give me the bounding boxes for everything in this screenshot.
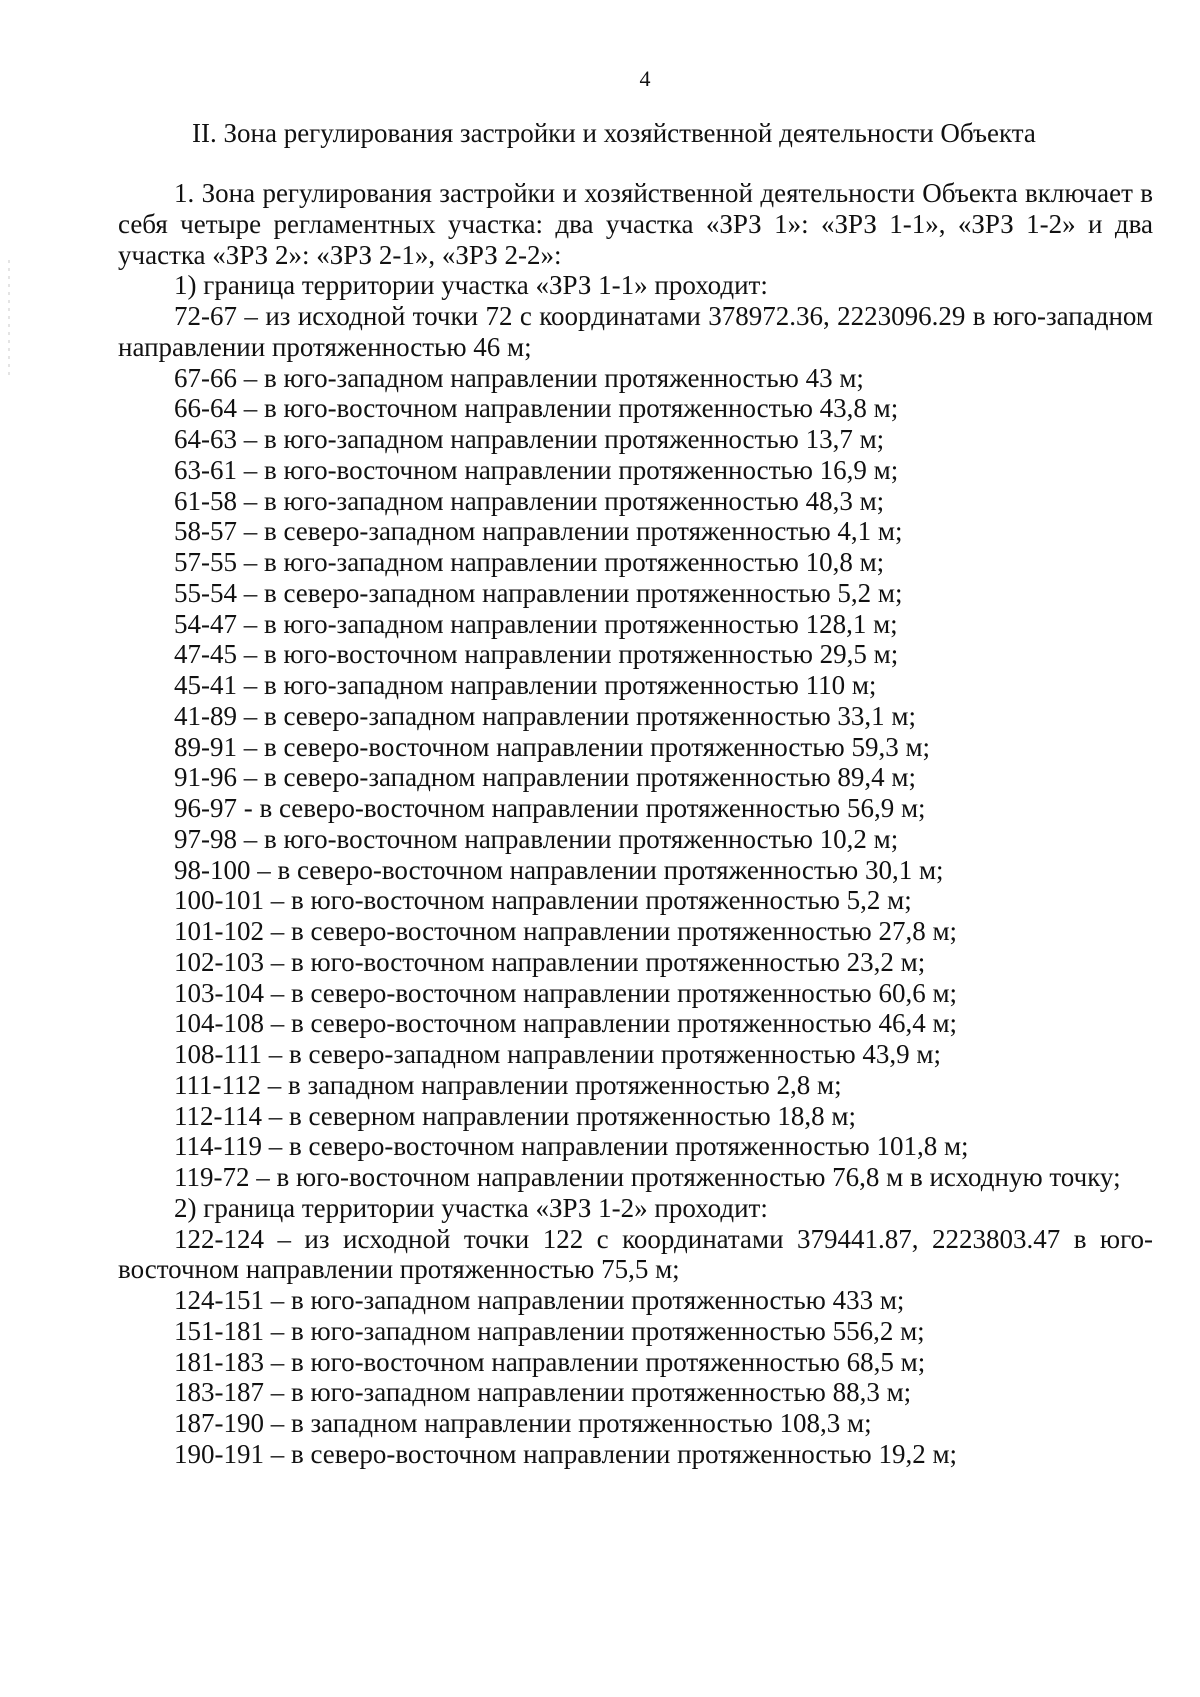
section1-title: 1) граница территории участка «ЗРЗ 1-1» проходит: xyxy=(174,270,768,301)
section1-segment-line: 55-54 – в северо-западном направлении протяженностью 5,2 м; xyxy=(174,577,903,608)
section1-segment-line: 47-45 – в юго-восточном направлении протяженностью 29,5 м; xyxy=(174,639,899,670)
section2-segment-line: 151-181 – в юго-западном направлении протяженностью 556,2 м; xyxy=(174,1315,925,1346)
section1-segment-line: 64-63 – в юго-западном направлении протяженностью 13,7 м; xyxy=(174,424,885,454)
section1-segment-line: 67-66 – в юго-западном направлении протяженностью 43 м; xyxy=(174,362,864,393)
section1-segment-line: 108-111 – в северо-западном направлении протяженностью 43,9 м; xyxy=(174,1039,941,1069)
section1-segment-line: 97-98 – в юго-восточном направлении протяженностью 10,2 м; xyxy=(174,823,899,854)
section1-segment-line: 58-57 – в северо-западном направлении протяженностью 4,1 м; xyxy=(174,516,903,547)
section2-title: 2) граница территории участка «ЗРЗ 1-2» проходит: xyxy=(174,1192,768,1223)
section1-segment-line: 66-64 – в юго-восточном направлении протяженностью 43,8 м; xyxy=(174,393,899,424)
section-heading: II. Зона регулирования застройки и хозяйственной деятельности Объекта xyxy=(192,118,1036,148)
section1-segment-line: 114-119 – в северо-восточном направлении протяженностью 101,8 м; xyxy=(174,1131,969,1162)
section1-segment-line: 96-97 - в северо-восточном направлении протяженностью 56,9 м; xyxy=(174,793,926,823)
section1-first-segment: 72-67 – из исходной точки 72 с координатами 378972.36, 2223096.29 в юго-западном направлении протяженностью 46 м; xyxy=(118,301,1153,362)
section1-segment-line: 91-96 – в северо-западном направлении протяженностью 89,4 м; xyxy=(174,762,916,793)
section1-segment-line: 89-91 – в северо-восточном направлении протяженностью 59,3 м; xyxy=(174,731,931,762)
section2-segment-line: 181-183 – в юго-восточном направлении протяженностью 68,5 м; xyxy=(174,1346,926,1377)
section1-segment-line: 98-100 – в северо-восточном направлении протяженностью 30,1 м; xyxy=(174,854,944,885)
section2-segment-line: 190-191 – в северо-восточном направлении протяженностью 19,2 м; xyxy=(174,1438,958,1469)
section1-segment-line: 112-114 – в северном направлении протяженностью 18,8 м; xyxy=(174,1100,857,1131)
section1-last-segment: 119-72 – в юго-восточном направлении протяженностью 76,8 м в исходную точку; xyxy=(174,1162,1121,1192)
section1-segment-line: 103-104 – в северо-восточном направлении протяженностью 60,6 м; xyxy=(174,977,958,1008)
section2-segment-line: 124-151 – в юго-западном направлении протяженностью 433 м; xyxy=(174,1285,905,1315)
page-number: 4 xyxy=(639,66,651,91)
section2-segment-line: 183-187 – в юго-западном направлении протяженностью 88,3 м; xyxy=(174,1377,912,1408)
section1-segment-line: 54-47 – в юго-западном направлении протяженностью 128,1 м; xyxy=(174,608,898,639)
section2-first-segment: 122-124 – из исходной точки 122 с координатами 379441.87, 2223803.47 в юго-восточном направлении протяженностью 75,5 м; xyxy=(118,1223,1153,1285)
section1-segment-line: 41-89 – в северо-западном направлении протяженностью 33,1 м; xyxy=(174,700,916,731)
section1-segment-line: 111-112 – в западном направлении протяженностью 2,8 м; xyxy=(174,1069,842,1100)
section1-segment-line: 63-61 – в юго-восточном направлении протяженностью 16,9 м; xyxy=(174,454,899,485)
section2-segment-list xyxy=(118,1285,1153,1470)
scan-artifact xyxy=(8,260,10,380)
document-body xyxy=(118,178,1153,1470)
section1-segment-line: 102-103 – в юго-восточном направлении протяженностью 23,2 м; xyxy=(174,946,926,977)
section2-segment-line: 187-190 – в западном направлении протяженностью 108,3 м; xyxy=(174,1408,872,1438)
section1-segment-list xyxy=(118,363,1153,1163)
section1-segment-line: 45-41 – в юго-западном направлении протяженностью 110 м; xyxy=(174,670,877,700)
section1-segment-line: 61-58 – в юго-западном направлении протяженностью 48,3 м; xyxy=(174,485,885,516)
section1-segment-line: 104-108 – в северо-восточном направлении протяженностью 46,4 м; xyxy=(174,1008,958,1039)
section1-segment-line: 101-102 – в северо-восточном направлении протяженностью 27,8 м; xyxy=(174,916,958,946)
intro-paragraph: 1. Зона регулирования застройки и хозяйственной деятельности Объекта включает в себя четыре регламентных участка: два участка «ЗРЗ 1»: «ЗРЗ 1-1», «ЗРЗ 1-2» и два участка «ЗРЗ 2»: «ЗРЗ 2-1», «ЗРЗ 2-2»: xyxy=(118,178,1153,270)
section1-segment-line: 100-101 – в юго-восточном направлении протяженностью 5,2 м; xyxy=(174,885,912,916)
section1-segment-line: 57-55 – в юго-западном направлении протяженностью 10,8 м; xyxy=(174,547,885,577)
